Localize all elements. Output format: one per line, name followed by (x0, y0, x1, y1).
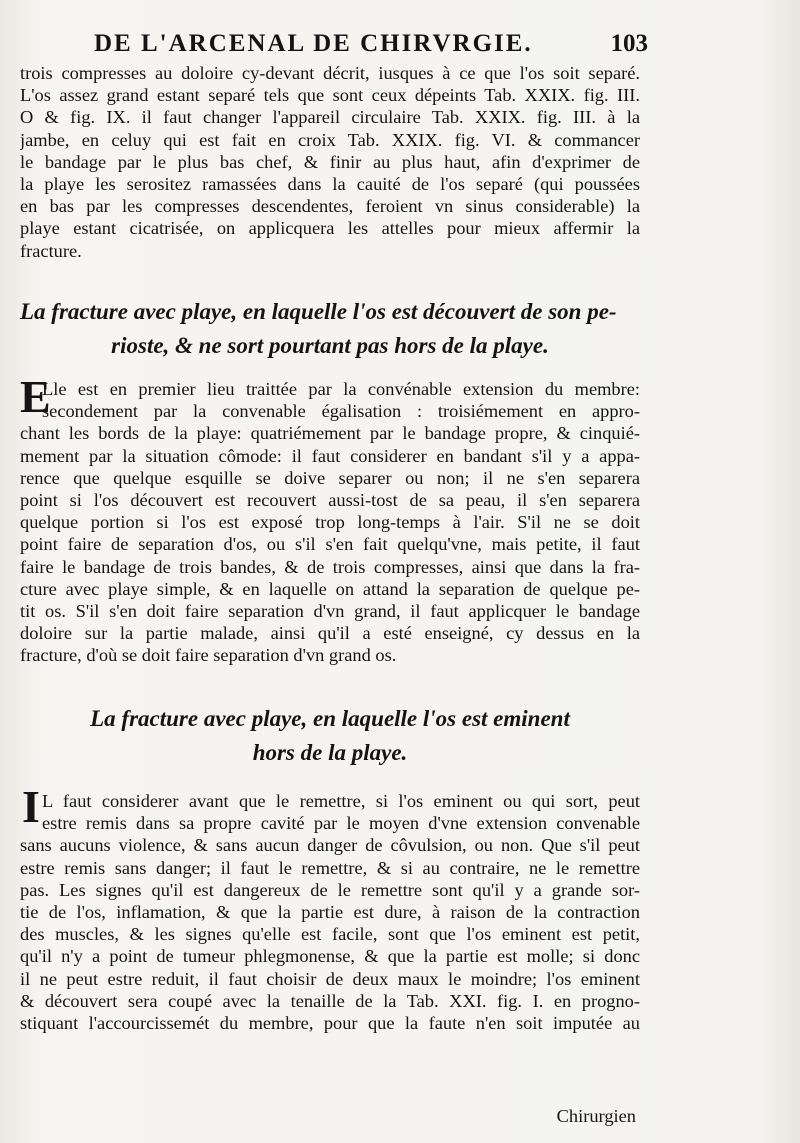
text-line: point si l'os découvert est recouvert aussi-tost de sa peau, il s'en separera (20, 489, 640, 510)
text-line: rence que quelque esquille se doive separer ou non; il ne s'en separera (20, 467, 640, 488)
text-line: chant les bords de la playe: quatriémement par le bandage propre, & cinquié- (20, 423, 640, 444)
section-heading-2 (20, 702, 640, 770)
text-line: sans aucuns violence, & sans aucun danger de côvulsion, ou non. Que s'il peut (20, 835, 640, 856)
heading-line: rioste, & ne sort pourtant pas hors de la playe. (111, 333, 549, 358)
heading-line: hors de la playe. (252, 740, 408, 765)
drop-cap: I (22, 781, 40, 832)
text-line: & découvert sera coupé avec la tenaille de la Tab. XXI. fig. I. en progno- (20, 990, 640, 1011)
page-header (80, 28, 648, 62)
paragraph-2 (20, 371, 640, 666)
text-line: fracture, d'où se doit faire separation d'vn grand os. (20, 645, 397, 666)
text-line: tie de l'os, inflamation, & que la partie est dure, à raison de la contraction (20, 901, 640, 922)
text-line: secondement par la convenable égalisation : troisiémement en appro- (42, 401, 640, 422)
text-line: pas. Les signes qu'il est dangereux de le remettre sont qu'il y a grande sor- (20, 879, 640, 900)
text-line: la playe les serositez ramassées dans la cauité de l'os separé (qui poussées (20, 173, 640, 194)
text-line: O & fig. IX. il faut changer l'appareil circulaire Tab. XXIX. fig. III. à la (20, 107, 640, 128)
text-line: tit os. S'il s'en doit faire separation d'vn grand, il faut applicquer le bandage (20, 600, 640, 621)
text-line: doloire sur la partie malade, ainsi qu'il a esté enseigné, cy dessus en la (20, 623, 640, 644)
text-line: mement par la situation cômode: il faut considerer en bandant s'il y a appa- (20, 445, 640, 466)
text-line: L faut considerer avant que le remettre, si l'os eminent ou qui sort, peut (42, 791, 640, 811)
text-line: point faire de separation d'os, ou s'il s'en fait quelqu'vne, mais petite, il faut (20, 534, 640, 555)
text-line: qu'il n'y a point de tumeur phlegmonense, & que la partie est molle; si donc (20, 946, 640, 967)
text-line: le bandage par le plus bas chef, & finir au plus haut, afin d'exprimer de (20, 151, 640, 172)
text-line: trois compresses au doloire cy-devant décrit, iusques à ce que l'os soit separé. (20, 63, 640, 83)
paragraph-3 (20, 781, 640, 1034)
drop-cap: E (20, 371, 51, 422)
catchword: Chirurgien (556, 1106, 636, 1126)
running-head: DE L'ARCENAL DE CHIRVRGIE. (94, 30, 533, 57)
text-line: Lle est en premier lieu traittée par la convénable extension du membre: (42, 379, 640, 399)
section-heading-1 (20, 295, 640, 363)
heading-line: La fracture avec playe, en laquelle l'os est découvert de son pe- (20, 299, 617, 324)
paragraph-continuation (20, 62, 640, 262)
heading-line: La fracture avec playe, en laquelle l'os est eminent (90, 706, 570, 731)
text-line: L'os assez grand estant separé tels que sont ceux dépeints Tab. XXIX. fig. III. (20, 85, 640, 106)
text-line: en bas par les compresses descendentes, feroient vn sinus considerable) la (20, 196, 640, 217)
text-line: jambe, en celuy qui est fait en croix Tab. XXIX. fig. VI. & commancer (20, 129, 640, 150)
text-line: stiquant l'accourcissemét du membre, pour que la faute n'en soit imputée au (20, 1012, 640, 1033)
text-line: quelque portion si l'os est exposé trop long-temps à l'air. S'il ne se doit (20, 512, 640, 533)
text-line: faire le bandage de trois bandes, & de trois compresses, ainsi que dans la fra- (20, 556, 640, 577)
page-number: 103 (610, 30, 648, 57)
text-line: des muscles, & les signes qu'elle est facile, sont que l'os eminent est petit, (20, 924, 640, 945)
text-line: playe estant cicatrisée, on applicquera les attelles pour mieux affermir la (20, 218, 640, 239)
text-line: fracture. (20, 240, 82, 261)
text-line: estre remis dans sa propre cavité par le moyen d'vne extension convenable (42, 813, 640, 834)
text-line: il ne peut estre reduit, il faut choisir de deux maux le moindre; l'os eminent (20, 968, 640, 989)
text-line: estre remis sans danger; il faut le remettre, & si au contraire, ne le remettre (20, 857, 640, 878)
text-line: cture avec playe simple, & en laquelle on attand la separation de quelque pe- (20, 578, 640, 599)
